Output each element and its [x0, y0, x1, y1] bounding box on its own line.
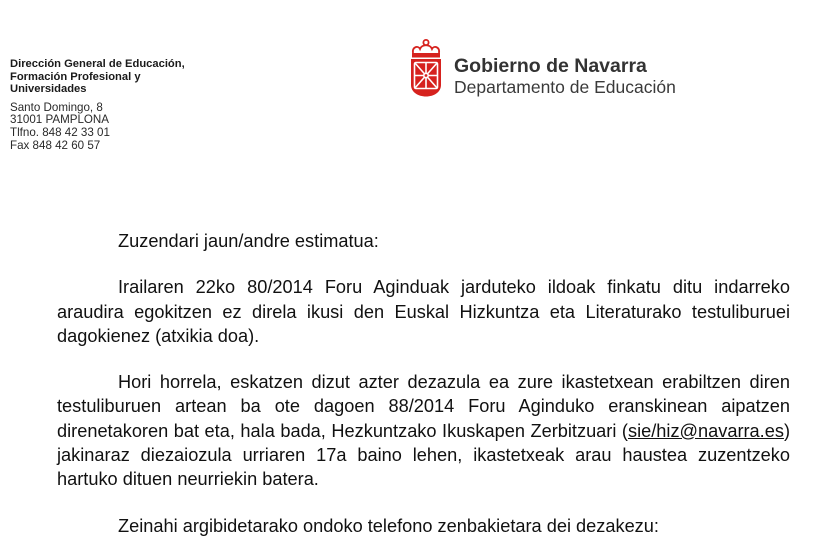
sender-department-name	[10, 58, 250, 96]
sender-address-city: 31001 PAMPLONA	[10, 113, 110, 127]
letter-paragraph-1: Irailaren 22ko 80/2014 Foru Aginduak jarduteko ildoak finkatu ditu indarreko araudira egokitzen ez direla ikusi den Euskal Hizkuntza eta Literaturako testuliburuei dagokienez (atxikia doa).	[57, 277, 790, 346]
sender-block	[10, 58, 250, 152]
sender-address-phone: Tlfno. 848 42 33 01	[10, 125, 110, 139]
sender-address	[10, 102, 250, 152]
government-text	[454, 56, 676, 97]
sender-name-line: Formación Profesional y	[10, 70, 141, 83]
government-department: Departamento de Educación	[454, 77, 676, 97]
government-header	[408, 38, 676, 98]
government-title: Gobierno de Navarra	[454, 55, 647, 77]
navarra-coat-of-arms-icon	[408, 38, 444, 98]
sender-name-line: Universidades	[10, 83, 87, 96]
sender-address-street: Santo Domingo, 8	[10, 100, 103, 114]
email-link[interactable]: sie/hiz@navarra.es	[627, 420, 784, 441]
sender-address-fax: Fax 848 42 60 57	[10, 138, 101, 152]
sender-name-line: Dirección General de Educación,	[10, 58, 185, 70]
letter-salutation: Zuzendari jaun/andre estimatua:	[118, 231, 379, 251]
letter-paragraph-2	[57, 370, 790, 491]
letter-closing-line: Zeinahi argibidetarako ondoko telefono zenbakietara dei dezakezu:	[118, 515, 659, 536]
letter-body	[57, 229, 790, 538]
paragraph-2-text-before: Hori horrela, eskatzen dizut azter dezazula ea zure ikastetxean erabiltzen diren testuliburuen artean ba ote dagoen 88/2014 Foru Aginduko eranskinean aipatzen direnetakoren bat eta, hala bada, Hezkuntzako Ikuskapen Zerbitzuari (	[57, 372, 790, 441]
paragraph-2-text-after: ) jakinaraz diezaiozula urriaren 17a baino lehen, ikastetxeak arau haustea zuzentzeko hartuko dituen neurriekin batera.	[57, 420, 790, 490]
